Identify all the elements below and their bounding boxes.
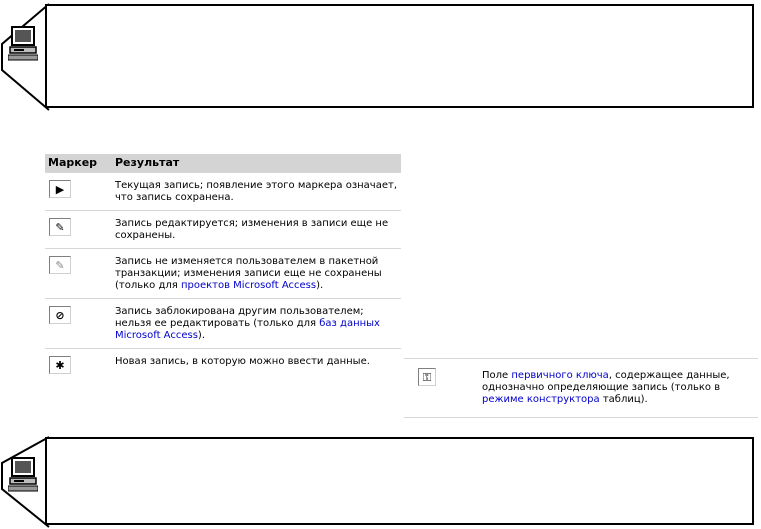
faint-pencil-icon: ✎ xyxy=(49,256,71,274)
row-description: Запись редактируется; изменения в записи еще не сохранены. xyxy=(112,211,401,249)
table-row xyxy=(45,249,401,299)
record-markers-table xyxy=(45,154,401,380)
locked-record-icon: ⊘ xyxy=(49,306,71,324)
link-design-view[interactable]: режиме конструктора xyxy=(482,394,600,405)
column-header-marker: Маркер xyxy=(45,154,112,173)
table-row xyxy=(45,211,401,249)
row-description: Новая запись, в которую можно ввести данные. xyxy=(112,349,401,381)
primary-key-description: Поле первичного ключа, содержащее данные, однозначно определяющие запись (только в режиме конструктора таблиц). xyxy=(482,370,730,405)
row-description: Текущая запись; появление этого маркера означает, что запись сохранена. xyxy=(112,173,401,211)
row-description: Запись заблокирована другим пользователем; нельзя ее редактировать (только для баз данных Microsoft Access). xyxy=(112,299,401,349)
table-row xyxy=(45,349,401,381)
computer-icon xyxy=(8,25,38,61)
column-header-result: Результат xyxy=(112,154,401,173)
record-selector-arrow-icon: ▶ xyxy=(49,180,71,198)
link-access-databases[interactable]: баз данных Microsoft Access xyxy=(115,318,380,341)
note-frame-bottom xyxy=(45,437,754,525)
computer-icon xyxy=(8,456,38,492)
link-access-projects[interactable]: проектов Microsoft Access xyxy=(180,280,317,291)
pencil-edit-icon: ✎ xyxy=(49,218,71,236)
primary-key-icon: ⚿ xyxy=(418,368,436,386)
table-row xyxy=(45,299,401,349)
note-frame-top xyxy=(45,4,754,108)
primary-key-row xyxy=(404,358,758,418)
table-header-row xyxy=(45,154,401,173)
table-row xyxy=(45,173,401,211)
row-description: Запись не изменяется пользователем в пакетной транзакции; изменения записи еще не сохранены (только для проектов Microsoft Access). xyxy=(112,249,401,299)
new-record-asterisk-icon: ✱ xyxy=(49,356,71,374)
link-primary-key[interactable]: первичного ключа xyxy=(511,370,609,381)
